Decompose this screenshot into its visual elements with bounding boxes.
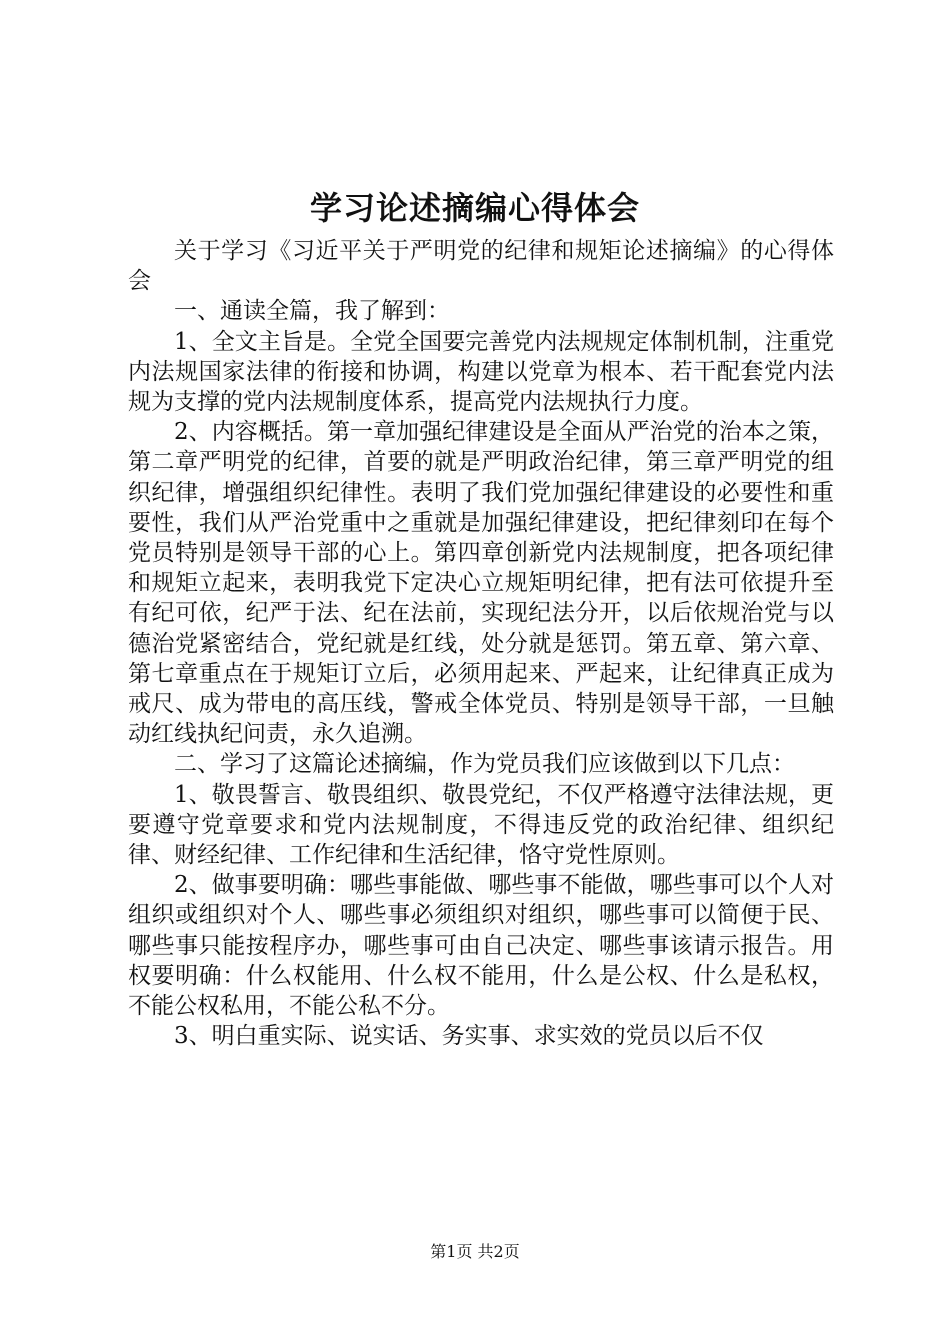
paragraph-duty-2: 2、做事要明确：哪些事能做、哪些事不能做，哪些事可以个人对组织或组织对个人、哪些事必须组织对组织，哪些事可以简便于民、哪些事只能按程序办，哪些事可由自己决定、哪些事该请示报告。用权要明确：什么权能用、什么权不能用，什么是公权、什么是私权，不能公权私用，不能公私不分。 [128,872,834,1020]
paragraph-section-one-heading: 一、通读全篇，我了解到： [174,298,450,325]
paragraph-intro: 关于学习《习近平关于严明党的纪律和规矩论述摘编》的心得体会 [128,238,834,295]
paragraph-point-1: 1、全文主旨是。全党全国要完善党内法规规定体制机制，注重党内法规国家法律的衔接和协调，构建以党章为根本、若干配套党内法规为支撑的党内法规制度体系，提高党内法规执行力度。 [128,328,834,416]
document-title: 学习论述摘编心得体会 [309,189,640,227]
page-number-footer: 第1页 共2页 [430,1242,520,1261]
paragraph-section-two-heading: 二、学习了这篇论述摘编，作为党员我们应该做到以下几点： [174,751,795,778]
document-body [128,236,834,1051]
paragraph-point-2: 2、内容概括。第一章加强纪律建设是全面从严治党的治本之策，第二章严明党的纪律，首要的就是严明政治纪律，第三章严明党的组织纪律，增强组织纪律性。表明了我们党加强纪律建设的必要性和重要性，我们从严治党重中之重就是加强纪律建设，把纪律刻印在每个党员特别是领导干部的心上。第四章创新党内法规制度，把各项纪律和规矩立起来，表明我党下定决心立规矩明纪律，把有法可依提升至有纪可依，纪严于法、纪在法前，实现纪法分开，以后依规治党与以德治党紧密结合，党纪就是红线，处分就是惩罚。第五章、第六章、第七章重点在于规矩订立后，必须用起来、严起来，让纪律真正成为戒尺、成为带电的高压线，警戒全体党员、特别是领导干部，一旦触动红线执纪问责，永久追溯。 [128,419,834,748]
paragraph-duty-1: 1、敬畏誓言、敬畏组织、敬畏党纪，不仅严格遵守法律法规，更要遵守党章要求和党内法规制度，不得违反党的政治纪律、组织纪律、财经纪律、工作纪律和生活纪律，恪守党性原则。 [128,781,834,869]
paragraph-duty-3: 3、明白重实际、说实话、务实事、求实效的党员以后不仅 [174,1023,764,1050]
